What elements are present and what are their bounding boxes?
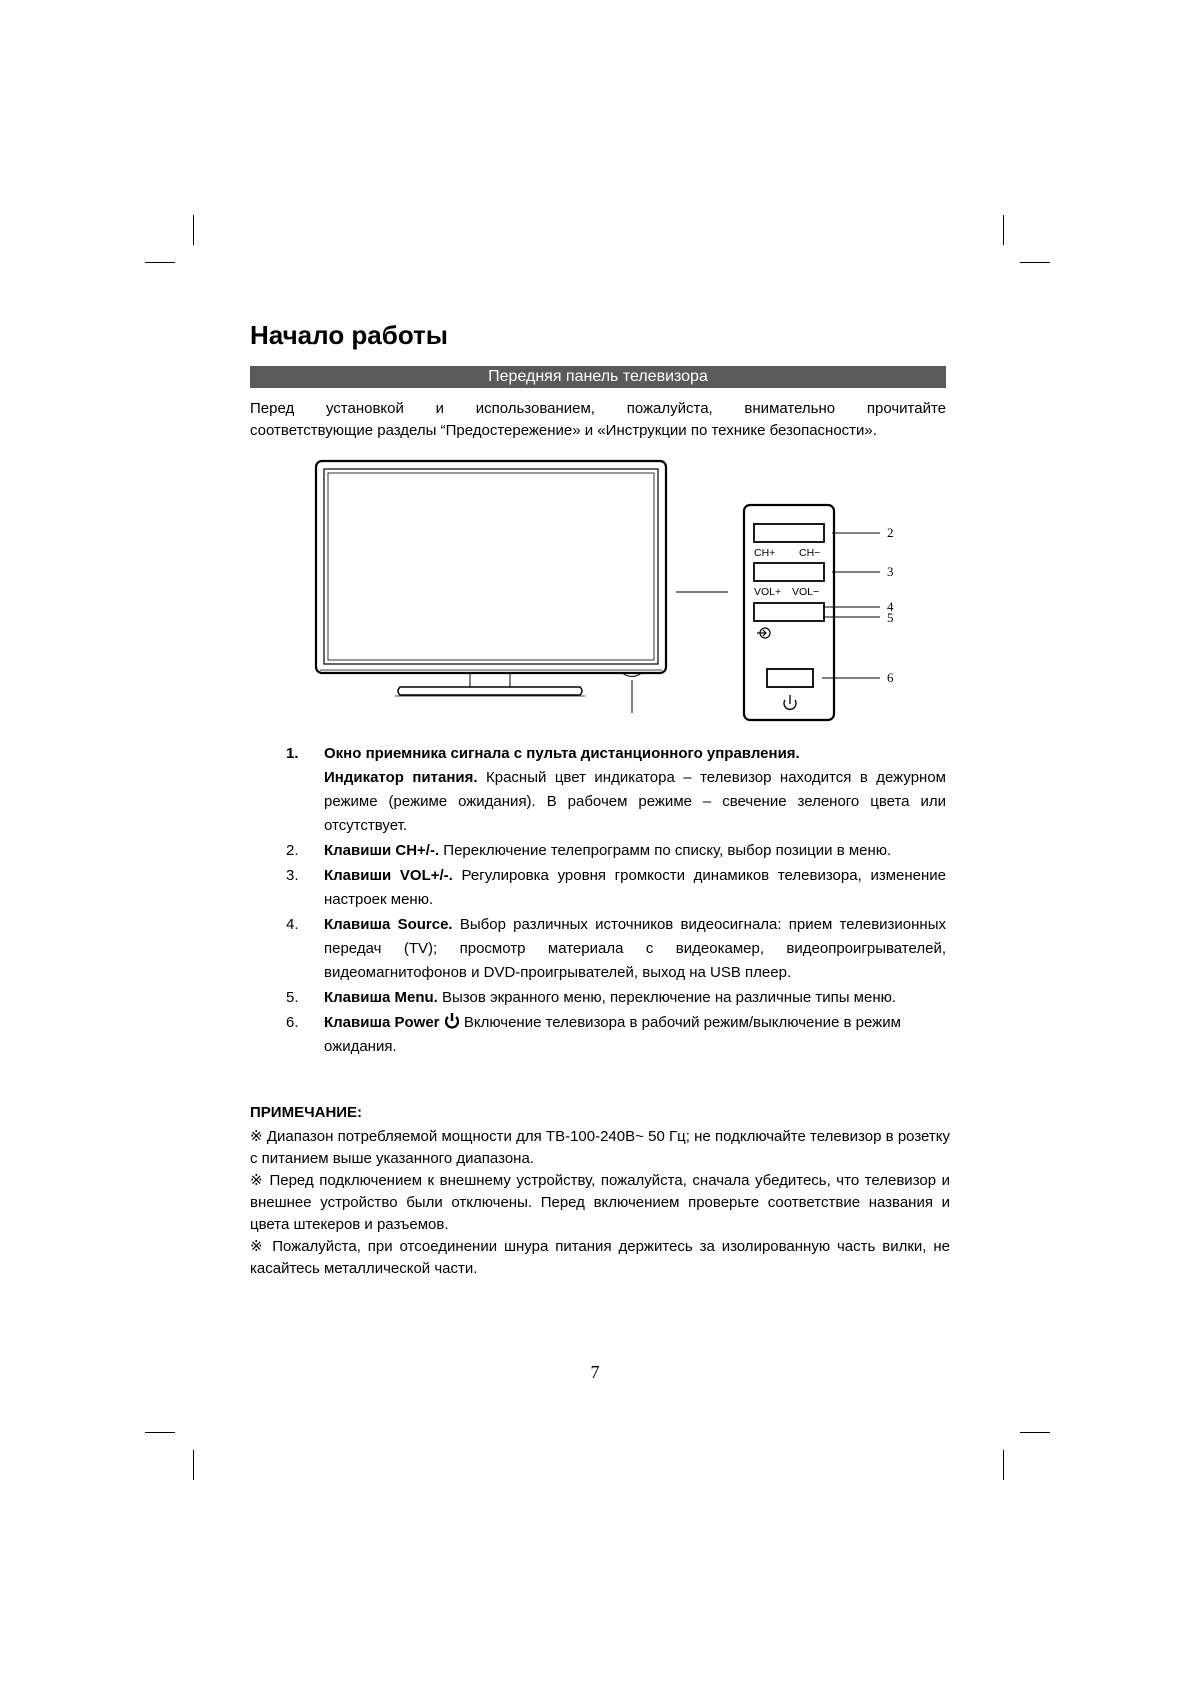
list-item xyxy=(280,864,946,912)
note-line: ※ Диапазон потребляемой мощности для ТВ-100-240В~ 50 Гц; не подключайте телевизор в розетку с питанием выше указанного диапазона. xyxy=(250,1128,950,1167)
list-item xyxy=(280,986,946,1010)
crop-mark xyxy=(1003,215,1004,245)
intro-line-1: Перед установкой и использованием, пожалуйста, внимательно прочитайте xyxy=(250,400,946,417)
item-text: Выбор различных источников видеосигнала: прием телевизионных передач (TV); просмотр материала с видеокамер, видеопроигрывателей, видеомагнитофонов и DVD-проигрывателей, выход на USB плеер. xyxy=(324,916,946,981)
page-title: Начало работы xyxy=(250,320,448,350)
power-icon xyxy=(784,695,796,709)
item-title: Клавиша Power xyxy=(324,1014,440,1031)
control-panel xyxy=(744,505,834,720)
tv-set xyxy=(316,461,728,713)
item-title: Клавиши VOL+/-. xyxy=(324,867,453,884)
item-number: 3. xyxy=(286,867,299,884)
item-text: Вызов экранного меню, переключение на различные типы меню. xyxy=(437,989,897,1006)
source-input-icon xyxy=(757,628,770,638)
item-title: Окно приемника сигнала с пульта дистанционного управления. xyxy=(324,745,800,762)
page-number: 7 xyxy=(590,1362,600,1382)
callout-2: 2 xyxy=(887,525,894,540)
crop-mark xyxy=(1003,1450,1004,1480)
list-item xyxy=(280,742,946,838)
item-number: 2. xyxy=(286,842,299,859)
list-item xyxy=(280,839,946,863)
list-item xyxy=(280,913,946,985)
ch-plus-label: CH+ xyxy=(754,547,776,559)
note-title: ПРИМЕЧАНИЕ: xyxy=(250,1104,363,1121)
vol-plus-label: VOL+ xyxy=(754,586,782,598)
item-number: 6. xyxy=(286,1014,299,1031)
crop-mark xyxy=(1020,1432,1050,1433)
ch-button xyxy=(754,524,824,542)
note-line: ※ Перед подключением к внешнему устройству, пожалуйста, сначала убедитесь, что телевизор и внешнее устройство были отключены. Перед включением проверьте соответствие названия и цвета штекеров и разъемов. xyxy=(250,1172,950,1233)
item-text: Переключение телепрограмм по списку, выбор позиции в меню. xyxy=(439,842,892,859)
callout-6: 6 xyxy=(887,670,894,685)
callout-leaders xyxy=(822,533,880,678)
vol-button xyxy=(754,563,824,581)
item-title: Клавиша Menu. xyxy=(324,989,438,1006)
item-number: 4. xyxy=(286,916,299,933)
item-number: 1. xyxy=(286,745,299,762)
ch-minus-label: CH− xyxy=(799,547,821,559)
item-title: Клавиши CH+/-. xyxy=(324,842,440,859)
item-text: Регулировка уровня громкости динамиков телевизора, изменение настроек меню. xyxy=(324,867,946,908)
callout-5: 5 xyxy=(887,610,894,625)
item-title: Клавиша Source. xyxy=(324,916,453,933)
crop-mark xyxy=(1020,262,1050,263)
tv-front-panel-diagram xyxy=(300,455,920,725)
item-subtitle: Индикатор питания. xyxy=(324,769,478,786)
callout-3: 3 xyxy=(887,564,894,579)
callout-4: 4 xyxy=(887,599,894,614)
crop-mark xyxy=(193,215,194,245)
crop-mark xyxy=(145,1432,175,1433)
crop-mark xyxy=(193,1450,194,1480)
item-text: Включение телевизора в рабочий режим/выключение в режим ожидания. xyxy=(324,1014,901,1055)
item-number: 5. xyxy=(286,989,299,1006)
intro-line-2: соответствующие разделы “Предостережение» и «Инструкции по технике безопасности». xyxy=(250,422,877,439)
list-item xyxy=(280,1011,946,1059)
item-text: Красный цвет индикатора – телевизор находится в дежурном режиме (режиме ожидания). В рабочем режиме – свечение зеленого цвета или отсутствует. xyxy=(324,769,946,834)
vol-minus-label: VOL− xyxy=(792,586,820,598)
feature-list xyxy=(280,742,946,1060)
crop-mark xyxy=(145,262,175,263)
section-header: Передняя панель телевизора xyxy=(250,366,946,388)
power-icon xyxy=(444,1012,460,1029)
power-button xyxy=(767,669,813,687)
note-line: ※ Пожалуйста, при отсоединении шнура питания держитесь за изолированную часть вилки, не касайтесь металлической части. xyxy=(250,1238,950,1277)
source-menu-button xyxy=(754,603,824,621)
